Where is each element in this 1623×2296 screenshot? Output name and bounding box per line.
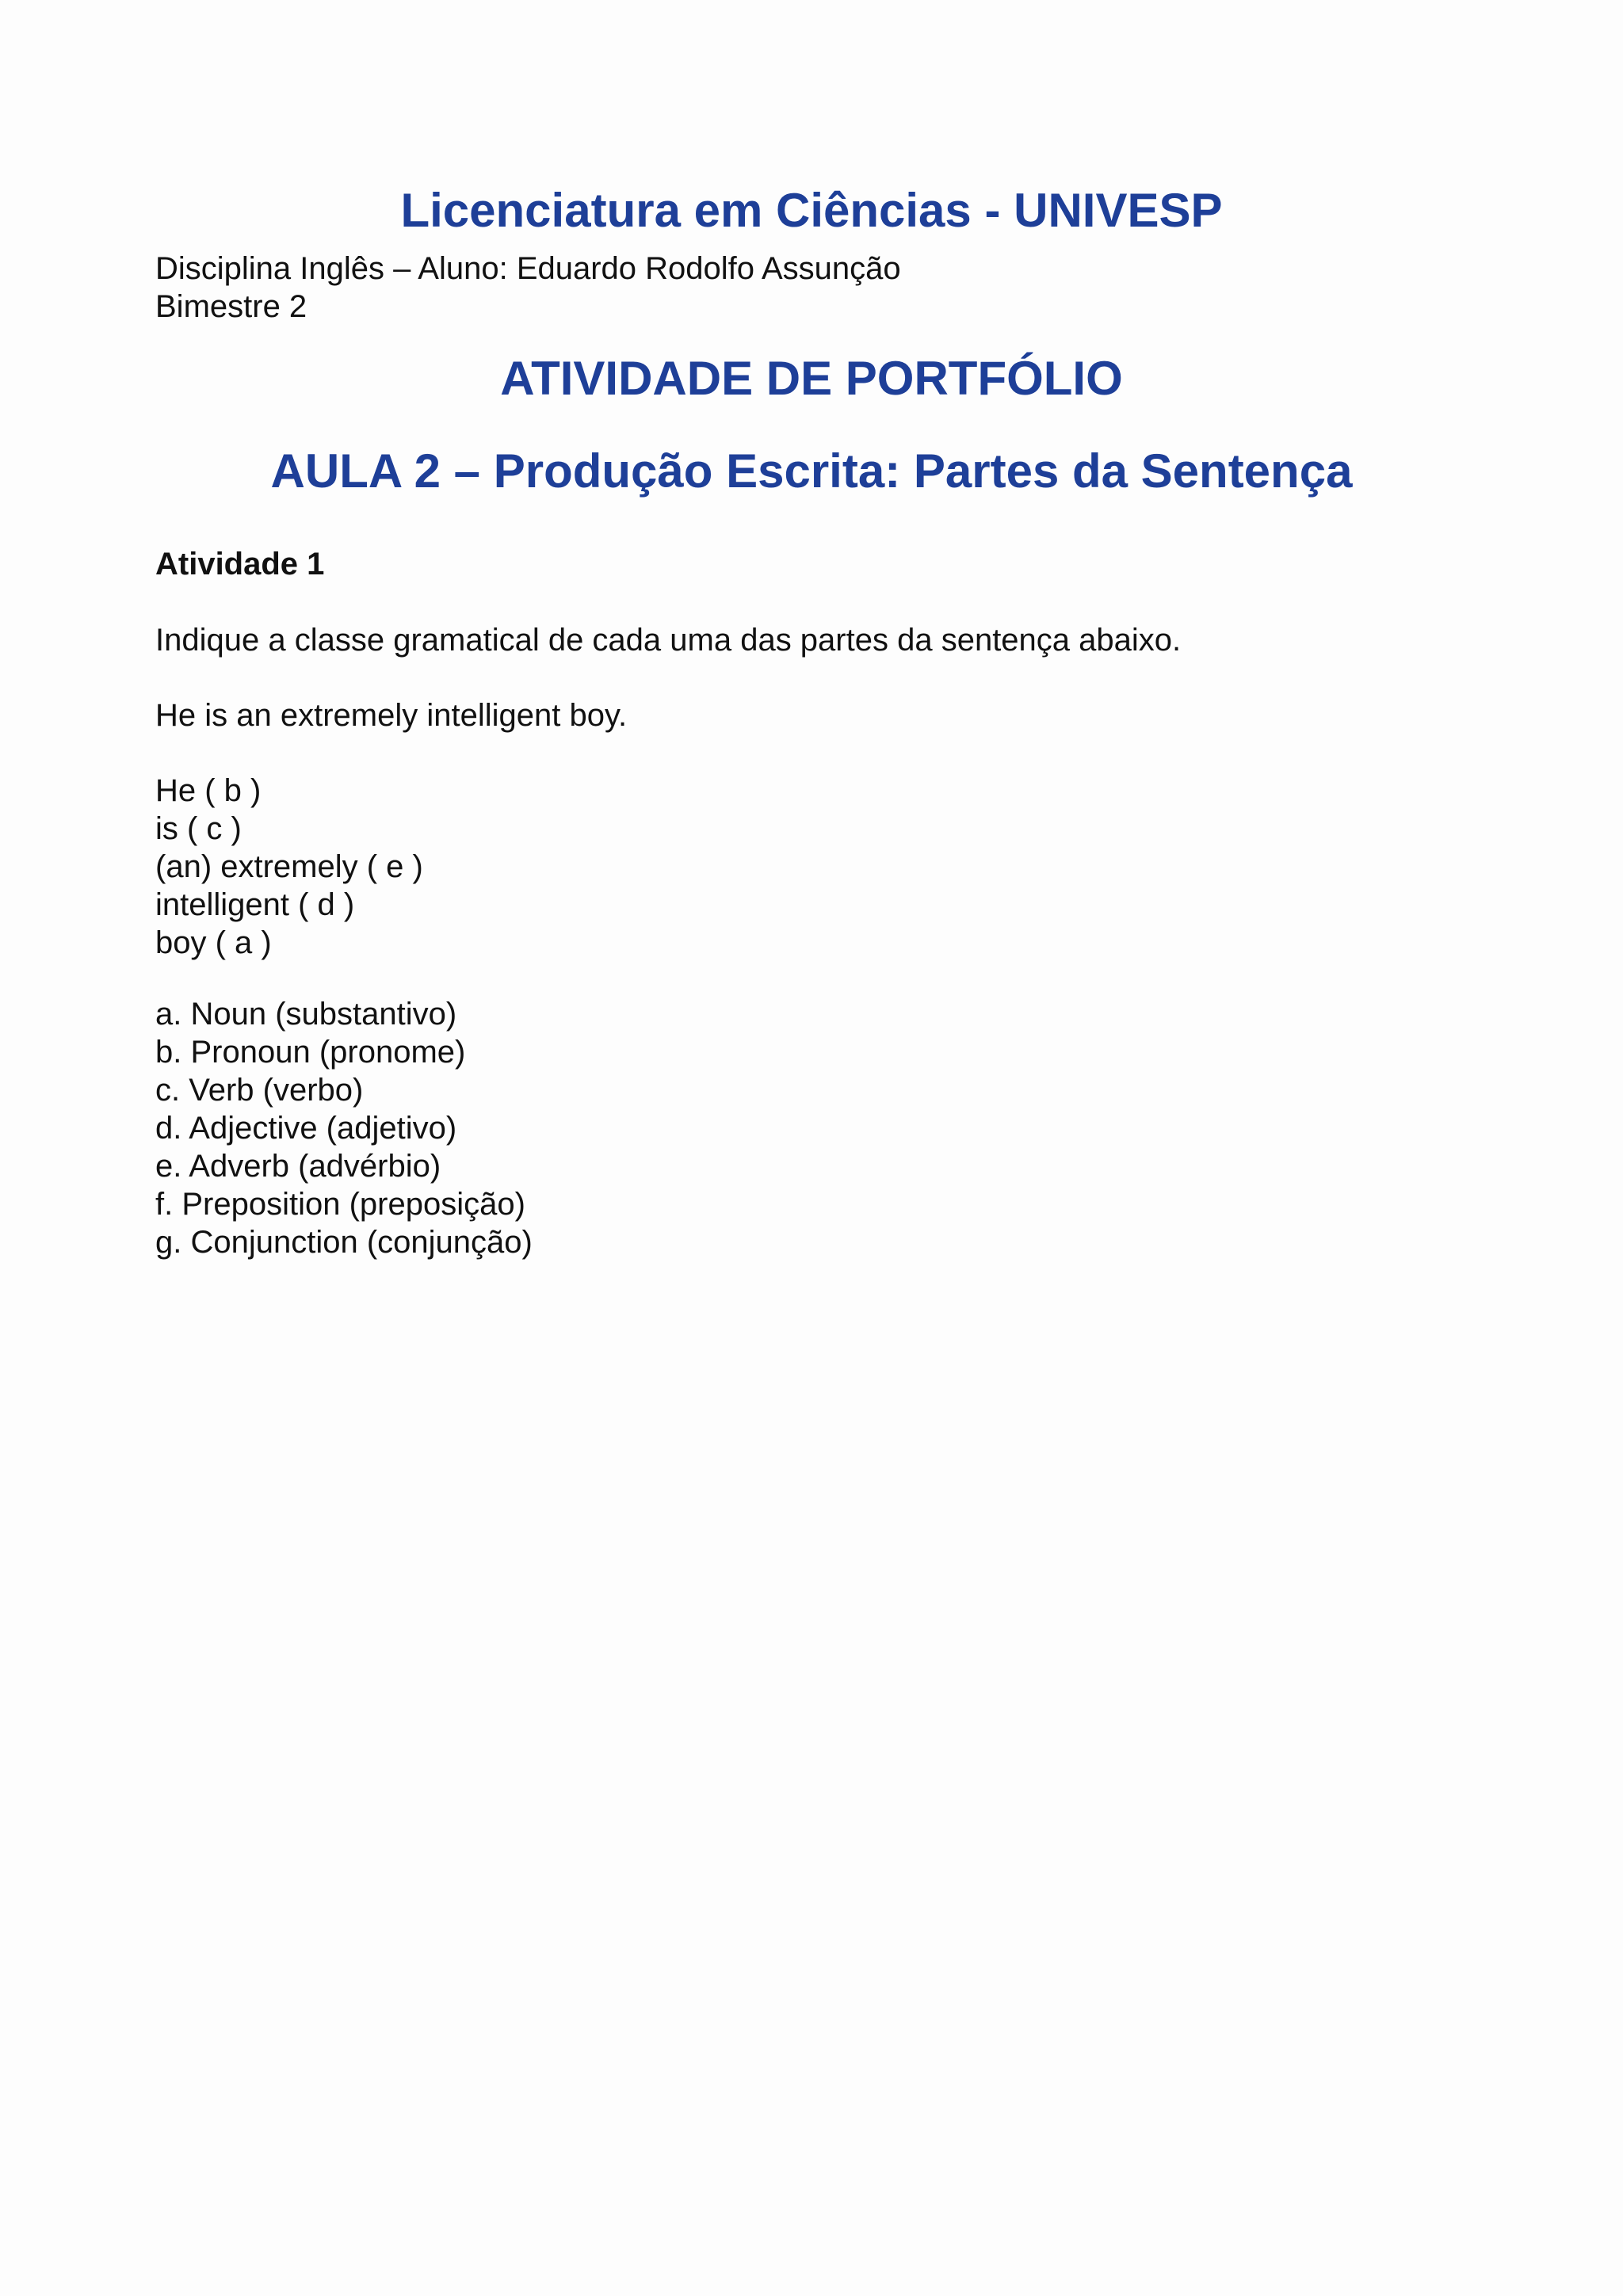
- term-line: Bimestre 2: [155, 289, 307, 324]
- option-item: d. Adjective (adjetivo): [155, 1111, 457, 1146]
- answer-item: boy ( a ): [155, 925, 272, 960]
- answer-item: is ( c ): [155, 811, 242, 846]
- document-meta: [155, 250, 901, 326]
- answer-item: (an) extremely ( e ): [155, 849, 423, 884]
- option-item: a. Noun (substantivo): [155, 997, 457, 1032]
- word-class-options: [155, 995, 533, 1261]
- option-item: c. Verb (verbo): [155, 1073, 364, 1108]
- option-item: f. Preposition (preposição): [155, 1187, 525, 1222]
- answer-list: [155, 772, 423, 962]
- option-item: b. Pronoun (pronome): [155, 1035, 466, 1070]
- activity-instruction: Indique a classe gramatical de cada uma das partes da sentença abaixo.: [155, 623, 1182, 658]
- lesson-heading: AULA 2 – Produção Escrita: Partes da Sentença: [270, 444, 1353, 498]
- option-item: e. Adverb (advérbio): [155, 1149, 441, 1184]
- activity-type-heading: ATIVIDADE DE PORTFÓLIO: [500, 352, 1123, 405]
- document-title: Licenciatura em Ciências - UNIVESP: [400, 184, 1223, 237]
- activity-label: Atividade 1: [155, 547, 325, 582]
- option-item: g. Conjunction (conjunção): [155, 1225, 533, 1260]
- subject-student-line: Disciplina Inglês – Aluno: Eduardo Rodolfo Assunção: [155, 251, 901, 286]
- answer-item: intelligent ( d ): [155, 887, 355, 922]
- example-sentence: He is an extremely intelligent boy.: [155, 698, 628, 733]
- answer-item: He ( b ): [155, 773, 262, 808]
